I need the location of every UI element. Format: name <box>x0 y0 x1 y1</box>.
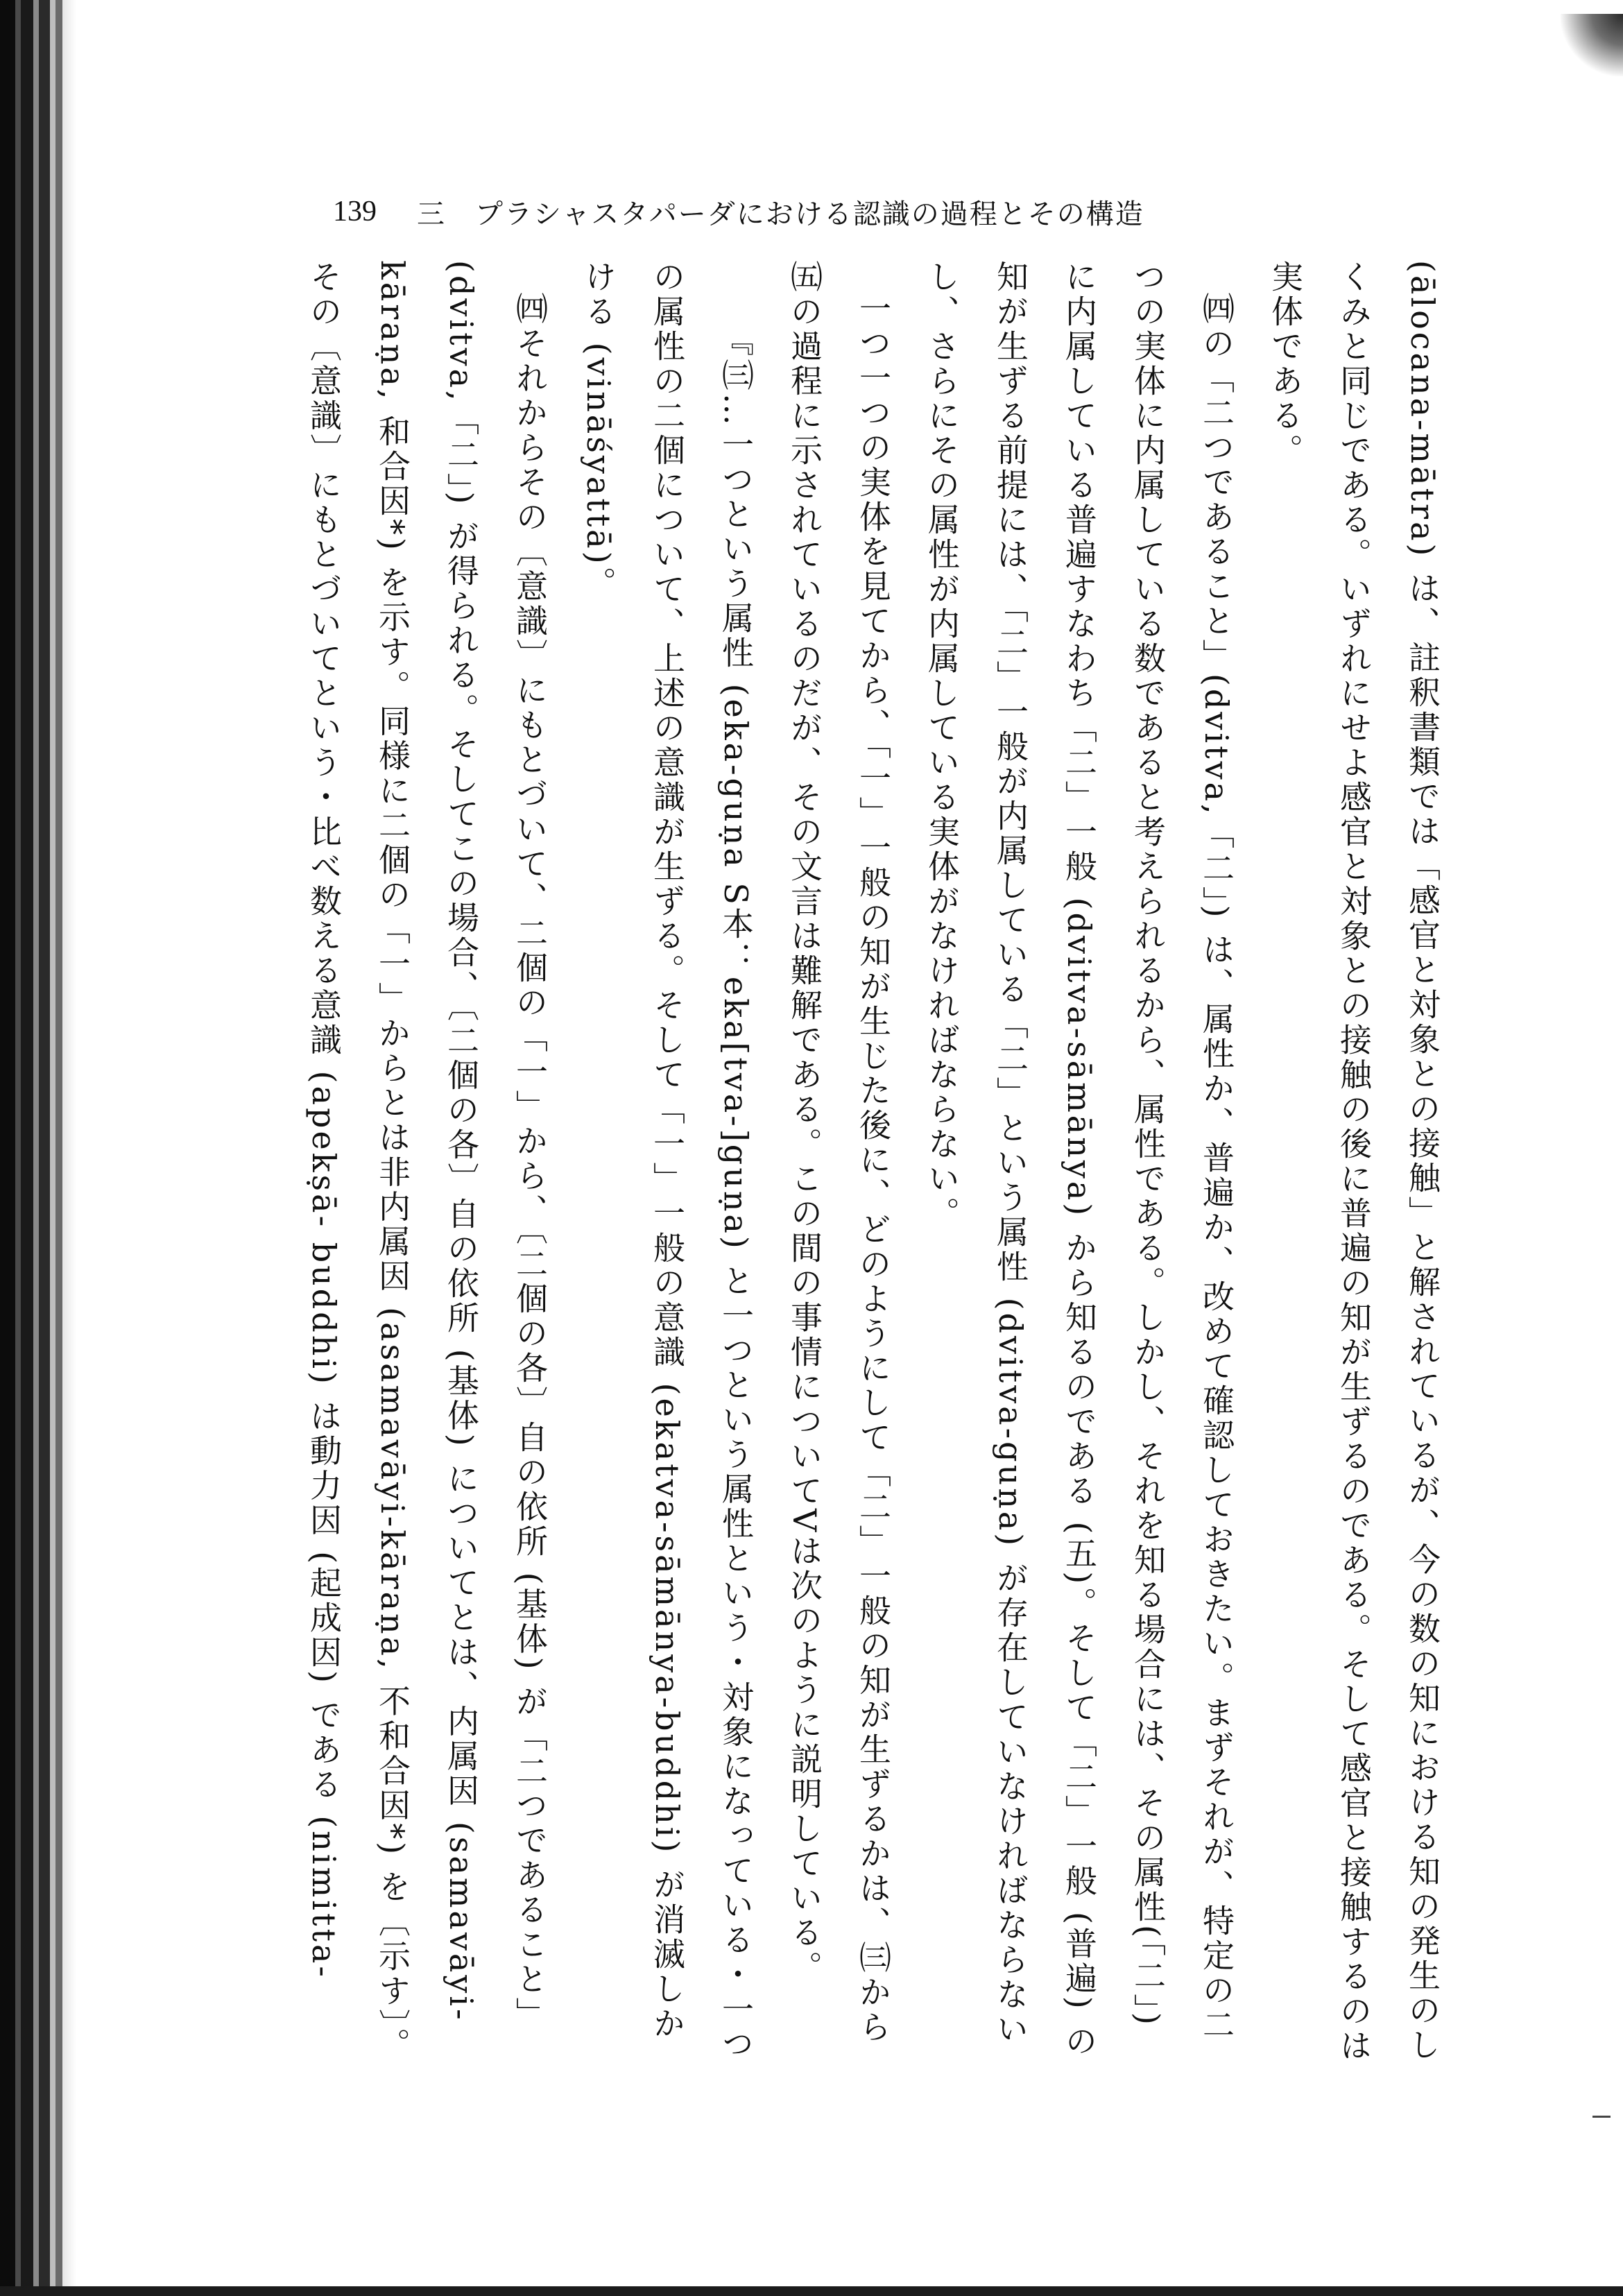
quoted-paragraph: 『㈢…一つという属性 (eka-guṇa S本：eka[tva-]guṇa) と一つという属性という・対象になっている・一つの属性の二個について、上述の意識が生ずる。そして「一」一般の意識 (ekatva-sāmānya-buddhi) が消滅しかける (vināśyattā)。 <box>580 260 755 2062</box>
paragraph: ㈣の「二つであること」(dvitva,「二」) は、属性か、普遍か、改めて確認しておきたい。まずそれが、特定の二つの実体に内属している数であると考えられるから、属性である。しかし、それを知る場合には、その属性(「二」) に内属している普遍すなわち「二」一般 (dvitva-sāmānya) から知るのである (五)。そして「二」一般 (普遍) の知が生ずる前提には、「二」一般が内属している「二」という属性 (dvitva-guṇa) が存在していなければならないし、さらにその属性が内属している実体がなければならない。 <box>923 260 1235 2059</box>
scan-bottom-edge <box>0 2286 1623 2296</box>
running-header <box>333 187 1373 236</box>
book-gutter-shadow <box>0 0 76 2296</box>
body-text <box>153 260 1457 2064</box>
paragraph: 一つ一つの実体を見てから、「一」一般の知が生じた後に、どのようにして「二」一般の知が生ずるかは、㈢から㈤の過程に示されているのだが、その文言は難解である。この間の事情についてVは次のように説明している。 <box>786 260 892 2045</box>
section-title: 三 プラシャスタパーダにおける認識の過程とその構造 <box>417 198 1144 230</box>
scan-corner-smudge <box>1561 14 1623 76</box>
quoted-paragraph: ㈣それからその〔意識〕にもとづいて、二個の「一」から、〔二個の各〕自の依所 (基体) が「二つであること」(dvitva,「二」) が得られる。そしてこの場合、〔二個の各〕自の依所 (基体) についてとは、内属因 (samavāyi-kāraṇa, 和合因*) を示す。同様に二個の「一」からとは非内属因 (asamavāyi-kāraṇa, 不和合因*) を〔示す〕。その〔意識〕にもとづいてという・比べ数える意識 (apekṣā- buddhi) は動力因 (起成因) である (nimitta- <box>305 260 549 2062</box>
paragraph: (ālocana-mātra) は、註釈書類では「感官と対象との接触」と解されているが、今の数の知における知の発生のしくみと同じである。いずれにせよ感官と対象との接触の後に普遍の知が生ずるのである。そして感官と接触するのは実体である。 <box>1266 260 1441 2064</box>
scan-edge-mark <box>1592 2116 1611 2118</box>
page-number: 139 <box>333 196 377 228</box>
